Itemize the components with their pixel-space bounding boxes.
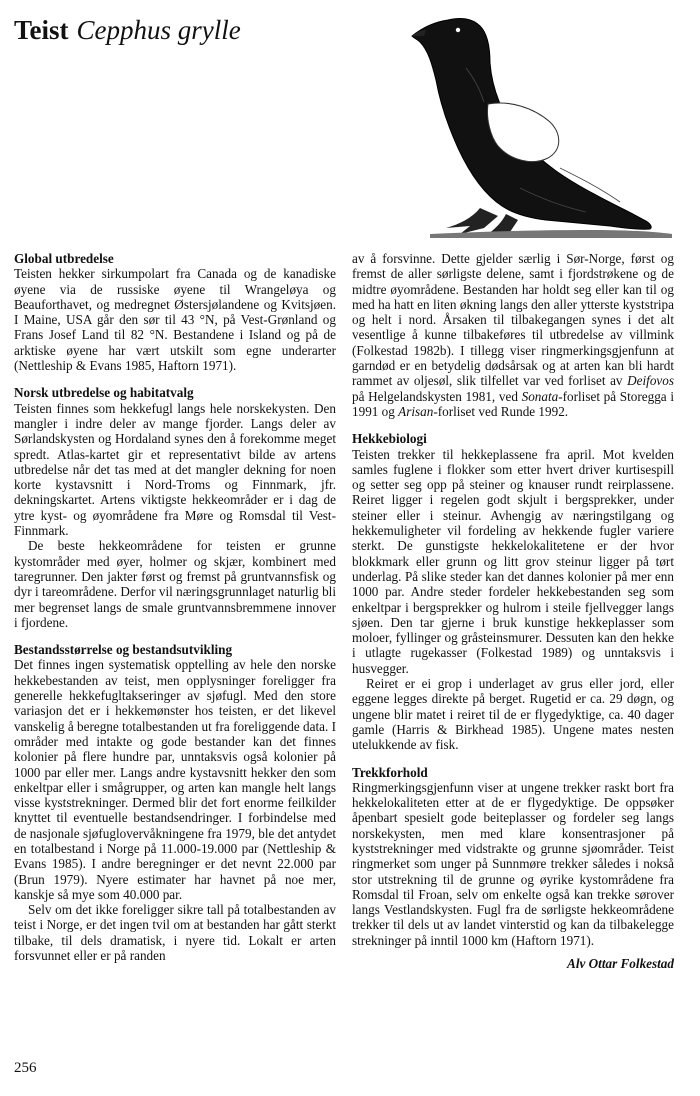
paragraph-population-2: Selv om det ikke foreligger sikre tall på totalbestanden av teist i Norge, er det ingen tvil om at bestanden har gått sterkt tilbake, til dels dramatisk, i nyere tid. Lokalt er arten forsvunnet eller er på randen — [14, 902, 336, 964]
paragraph-global-distribution: Teisten hekker sirkumpolart fra Canada og de kanadiske øyene via de russiske øyene til Wrangeløya og Beauforthavet, og medregnet Østersjølandene og Kvitsjøen. I Maine, USA går den sør til 43 °N, på Vest-Grønland og Frans Josef Land til 82 °N. Bestandene i Island og på de arktiske øyene har vært utskilt som egne underarter (Nettleship & Evans 1985, Haftorn 1971). — [14, 266, 336, 374]
black-guillemot-bird-drawing-icon — [410, 8, 680, 240]
latin-name: Cepphus grylle — [76, 15, 241, 45]
ship-name: Deifovos — [627, 373, 674, 389]
paragraph-migration: Ringmerkingsgjenfunn viser at ungene trekker raskt bort fra hekkelokaliteten etter at de er flygedyktige. De oppsøker åpenbart spesielt gode beiteplasser og fordeler seg langs norskekysten, men med klare konsentrasjoner på kyststrekninger med vidstrakte og grunne sjøområder. Teist ringmerket som unger på Sunnmøre trekker således i nokså stor utstrekning til de grunne og øyrike kystområdene fra Romsdal til Froan, selv om enkelte også kan trekke sørover langs Vestlandskysten. Fugl fra de sørligste hekkeområdene trekker til dels ut av landet vinterstid og kan da tilbakelegge strekninger på inntil 1000 km (Haftorn 1971). — [352, 779, 674, 948]
common-name: Teist — [14, 15, 69, 45]
heading-breeding-biology: Hekkebiologi — [352, 431, 427, 447]
heading-norwegian-distribution: Norsk utbredelse og habitatvalg — [14, 385, 194, 401]
ship-name: Sonata — [521, 388, 559, 404]
paragraph-norwegian-distribution-2: De beste hekkeområdene for teisten er grunne kystområder med øyer, holmer og skjær, kombinert med taregrunner. Den jakter først og fremst på gruntvannsfisk og dyr i tareområdene. Derfor vil næringsgrunnlaget naturlig bli mer begrenset langs de smale gruntvannsbremmene innover i fjordene. — [14, 538, 336, 630]
ship-name: Arisan — [398, 403, 434, 419]
page-number: 256 — [14, 1060, 37, 1076]
paragraph-population-3: av å forsvinne. Dette gjelder særlig i Sør-Norge, først og fremst de aller sørligste delene, samt i fjordstrøkene og de midtre øyområdene. Bestanden har holdt seg eller kan til og med ha hatt en liten økning langs den aller ytterste kyststripa og helt i nord. Årsaken til tilbakegangen synes i det alt vesentlige å kunne tilbakeføres til utbredelse av villmink (Folkestad 1982b). I tillegg viser ringmerkingsgjenfunn at garndød er en betydelig dødsårsak og at arten kan bli hardt rammet av oljesøl, slik tilfellet var ved forliset av Deifovos på Helgelandskysten 1981, ved Sonata-forliset på Storegga i 1991 og Arisan-forliset ved Runde 1992. — [352, 251, 674, 419]
right-column — [352, 251, 674, 971]
left-column — [14, 251, 336, 963]
paragraph-breeding-1: Teisten trekker til hekkeplassene fra april. Mot kvelden samles fuglene i flokker som etter hvert driver kurtisespill og setter seg opp på steiner og knauser rundt reirplassene. Reiret ligger i regelen godt skjult i bergsprekker, under steiner eller i steinur. Avhengig av næringstilgang og hekkemuligheter vil fordeling av hekkende fugler variere sterkt. De gunstigste hekkelokalitetene er der hvor blokkmark eller grunn og litt grov steinur ligger på tørt underlag. På slike steder kan det dannes kolonier på mer enn 1000 par. Andre steder fordeler hekkebestanden seg som enkeltpar i bergsprekker og hulrom i steile fjellvegger langs sjøen. Den tar gjerne i bruk kunstige hekkeplasser som moloer, fyllinger og gråsteinsmurer. Dessuten kan den hekke i utlagte rugekasser (Folkestad 1989) og unntaksvis i husvegger. — [352, 446, 674, 676]
heading-migration: Trekkforhold — [352, 764, 428, 780]
species-title — [14, 14, 241, 46]
paragraph-norwegian-distribution-1: Teisten finnes som hekkefugl langs hele norskekysten. Den mangler i indre deler av mange fjorder. Langs deler av Sørlandskysten og Hordaland synes den å forekomme meget spredt. Atlas-kartet gir et representativt bilde av artens utbredelse når det tas med at det mangler dekning for noen korte kystavsnitt i Nord-Troms og Finnmark, jfr. dekningskartet. Artens viktigste hekkeområder er i dag de ytre kyst- og øyområdene fra Møre og Romsdal til Vest-Finnmark. — [14, 400, 336, 539]
author-signature: Alv Ottar Folkestad — [567, 956, 674, 972]
heading-global-distribution: Global utbredelse — [14, 251, 114, 266]
heading-population: Bestandsstørrelse og bestandsutvikling — [14, 642, 233, 658]
paragraph-breeding-2: Reiret er ei grop i underlaget av grus eller jord, eller eggene legges direkte på berget. Rugetid er ca. 29 døgn, og ungene blir matet i reiret til de er flygedyktige, ca. 40 dager gamle (Harris & Birkhead 1985). Ungene mates nesten utelukkende av fisk. — [352, 676, 674, 753]
paragraph-population-1: Det finnes ingen systematisk opptelling av hele den norske hekkebestanden av teist, men opplysninger foreligger fra generelle hekkefugltakseringer av sjøfugl. Med den store variasjon det er i hekkemønster hos teisten, er det likevel vanskelig å beregne totalbestanden ut fra foreliggende data. I områder med intakte og gode bestander kan det finnes kolonier på flere hundre par, unntaksvis også kolonier på 1000 par eller mer. Langs andre kystavsnitt hekker den som enkeltpar eller i smågrupper, og arten kan mangle helt langs visse kyststrekninger. Dermed blir det fort enorme feilkilder knyttet til eventuelle bestandsendringer. I forbindelse med de nasjonale sjøfuglovervåkningene fra 1979, ble det antydet en totalbestand i Norge på 11.000-19.000 par (Nettleship & Evans 1985). I andre beregninger er det nevnt 22.000 par (Brun 1979). Nyere estimater har havnet på noe mer, kanskje så mye som 40.000 par. — [14, 657, 336, 902]
